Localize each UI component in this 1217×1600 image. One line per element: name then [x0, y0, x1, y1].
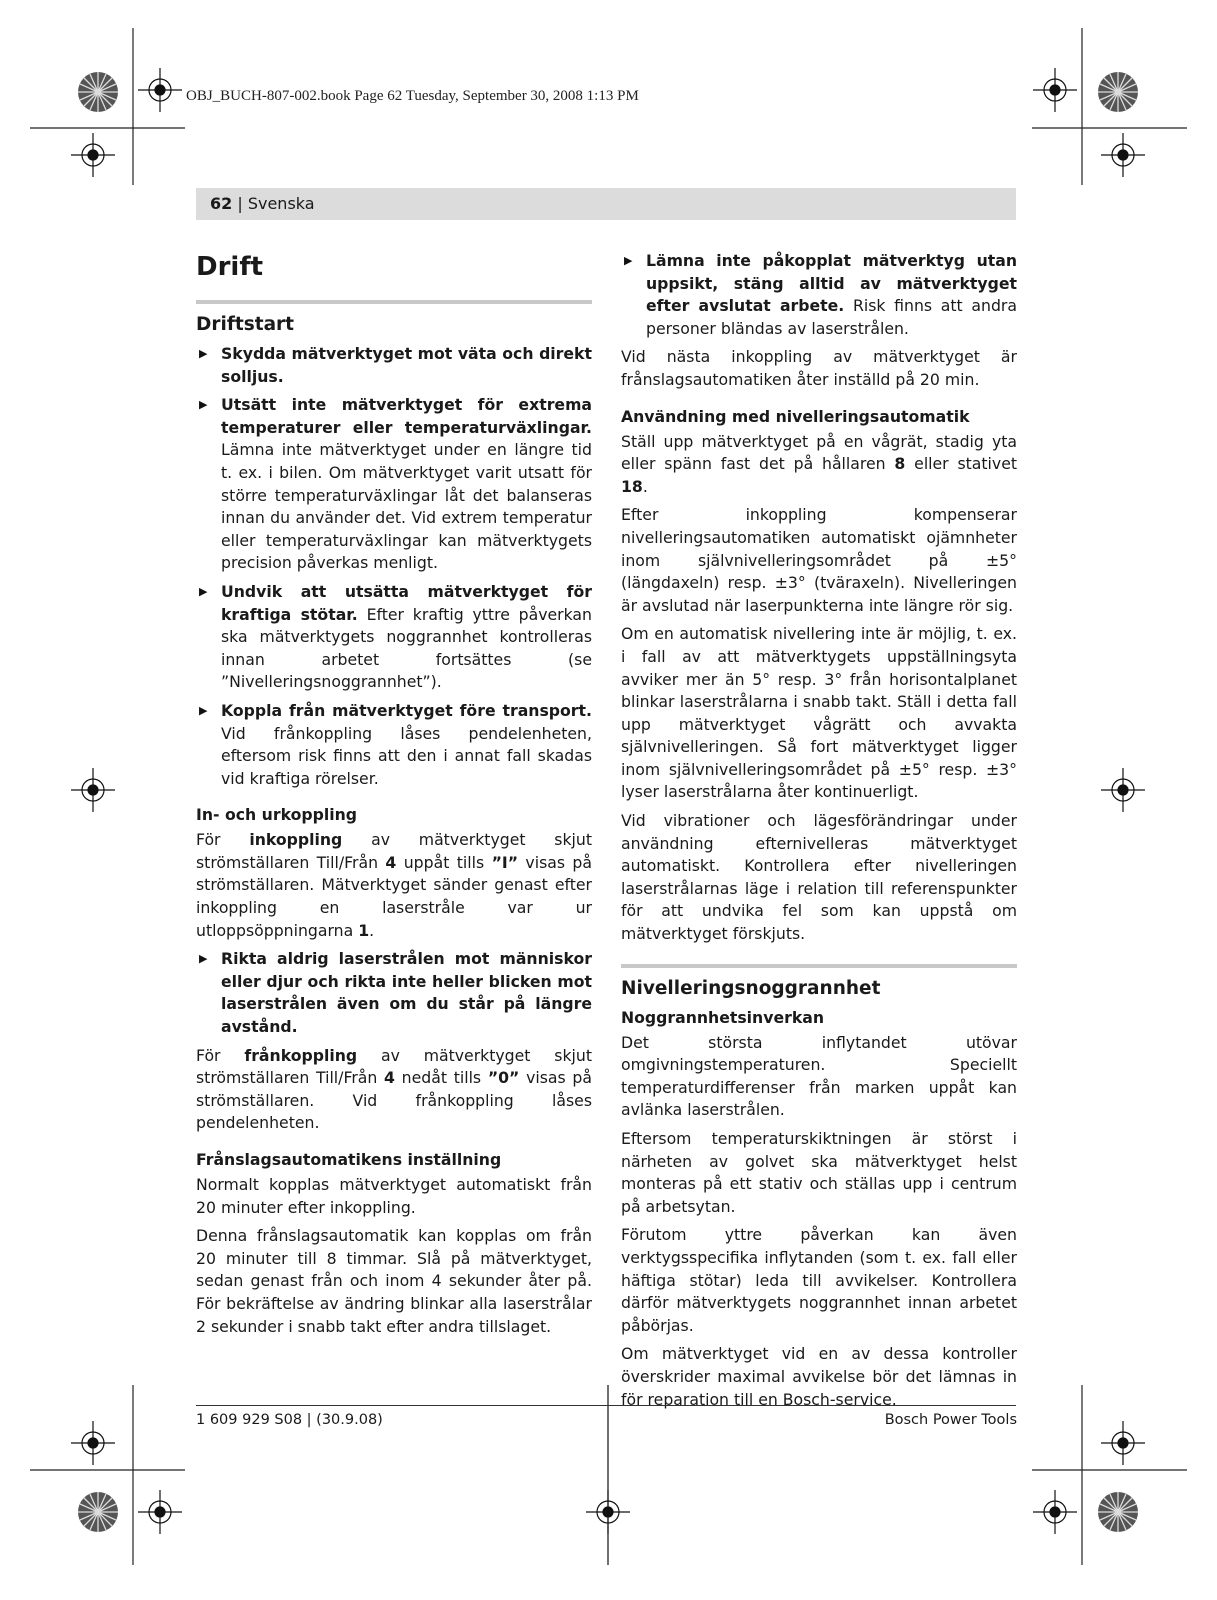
text: visas på strömställaren. Mätverktyget sänder genast efter inkoppling en laserstråle var ur utloppsöppningarna — [196, 852, 592, 940]
paragraph: Om mätverktyget vid en av dessa kontroller överskrider maximal avvikelse bör det lämnas in för reparation till en Bosch-service. — [621, 1344, 1017, 1409]
text: av mätverktyget skjut strömställaren Till/Från — [196, 1045, 592, 1088]
bullet-item — [196, 948, 592, 1038]
text: För — [196, 830, 250, 850]
subheading-in-och-urkoppling: In- och urkoppling — [196, 805, 357, 825]
bullet-bold-text: Rikta aldrig laserstrålen mot människor eller djur och rikta inte heller blicken mot laserstrålen även om du står på längre avstånd. — [221, 949, 592, 1037]
header-language: Svenska — [247, 194, 315, 213]
subheading-franslagsautomatik: Frånslagsautomatikens inställning — [196, 1150, 502, 1169]
page-title: Drift — [196, 252, 264, 282]
bold-text: ”I” — [491, 852, 519, 872]
bullet-bold-text: Utsätt inte mätverktyget för extrema temperaturer eller temperaturväxlingar. — [221, 395, 592, 437]
left-column — [196, 250, 592, 1344]
bullet-text: Risk finns att andra personer bländas av laserstrålen. — [646, 296, 1017, 338]
paragraph: Eftersom temperaturskiktningen är störst i närheten av golvet ska mätverktyget helst monteras på ett stativ och ställas upp i centrum på arbetsytan. — [621, 1129, 1017, 1216]
bullet-item — [196, 343, 592, 388]
bullet-item — [196, 394, 592, 575]
bold-text: 4 — [384, 1068, 395, 1088]
text: av mätverktyget skjut strömställaren Till/Från — [196, 830, 593, 872]
text: nedåt tills — [394, 1068, 488, 1088]
subheading-noggrannhetsinverkan: Noggrannhetsinverkan — [621, 1007, 825, 1027]
footer-brand: Bosch Power Tools — [884, 1412, 1017, 1428]
page-number: 62 — [210, 194, 233, 213]
bullet-item — [196, 581, 592, 694]
paragraph: Vid vibrationer och lägesförändringar under användning efternivelleras mätverktyget automatiskt. Kontrollera efter nivelleringen laserstrålarnas läge i relation till referenspunkter för att undvika fel som kan uppstå om mätverktyget förskjuts. — [621, 811, 1017, 944]
bullet-bold-text: Undvik att utsätta mätverktyget för kraftiga stötar. — [221, 581, 592, 624]
bold-text: frånkoppling — [244, 1045, 358, 1065]
bullet-triangle-icon: ▶ — [624, 254, 633, 267]
paragraph: Vid nästa inkoppling av mätverktyget är frånslagsautomatiken åter inställd på 20 min. — [621, 347, 1017, 389]
bullet-bold-text: Skydda mätverktyget mot väta och direkt solljus. — [221, 344, 592, 386]
paragraph: Normalt kopplas mätverktyget automatiskt från 20 minuter efter inkoppling. — [196, 1175, 592, 1217]
bullet-text: Lämna inte mätverktyget under en längre tid t. ex. i bilen. Om mätverktyget varit utsatt för större temperaturväxlingar låt det balanseras innan du använder det. Vid extrem temperatur eller temperaturväxlingar kan mätverktygets precision påverkas menligt. — [221, 440, 592, 573]
bullet-triangle-icon: ▶ — [199, 952, 208, 966]
subheading-nivelleringsautomatik: Användning med nivelleringsautomatik — [621, 406, 970, 426]
page-header — [210, 194, 315, 213]
text: . — [642, 476, 648, 496]
bullet-item — [621, 250, 1017, 340]
bold-text: 8 — [894, 454, 906, 474]
bullet-triangle-icon: ▶ — [199, 584, 208, 598]
bullet-bold-text: Lämna inte påkopplat mätverktyg utan uppsikt, stäng alltid av mätverktyget efter avslutat arbete. — [646, 251, 1017, 316]
bold-text: ”0” — [487, 1068, 520, 1088]
paragraph — [621, 431, 1017, 499]
paragraph: Förutom yttre påverkan kan även verktygsspecifika inflytanden (som t. ex. fall eller häftiga stötar) leda till avvikelser. Kontrollera därför mätverktygets noggrannhet innan arbetet påbörjas. — [621, 1225, 1017, 1335]
bullet-text: Efter kraftig yttre påverkan ska mätverktygets noggrannhet kontrolleras innan arbetet fortsättes (se ”Nivelleringsnoggrannhet”). — [221, 604, 592, 692]
text: uppåt tills — [396, 852, 492, 872]
bold-text: inkoppling — [249, 830, 343, 850]
bold-text: 4 — [385, 852, 397, 872]
bold-text: 18 — [621, 476, 643, 496]
bullet-triangle-icon: ▶ — [199, 398, 208, 412]
text: Ställ upp mätverktyget på en vågrät, stadig yta eller spänn fast det på hållaren — [621, 431, 1017, 474]
text: . — [369, 920, 375, 940]
bullet-triangle-icon: ▶ — [199, 703, 208, 717]
text: visas på strömställaren. Vid frånkoppling låses pendelenheten. — [196, 1068, 592, 1133]
paragraph-frankoppling — [196, 1045, 592, 1135]
bullet-bold-text: Koppla från mätverktyget före transport. — [221, 700, 592, 720]
right-column — [621, 250, 1017, 1417]
bold-text: 1 — [358, 920, 370, 940]
text: eller stativet — [905, 454, 1017, 474]
paragraph: Det största inflytandet utövar omgivningstemperaturen. Speciellt temperaturdifferenser från marken uppåt kan avlänka laserstrålen. — [621, 1032, 1017, 1120]
paragraph: Om en automatisk nivellering inte är möjlig, t. ex. i fall av att mätverktygets uppställningsyta avviker mer än 5° resp. 3° från horisontalplanet blinkar laserstrålarna i snabb takt. Ställ i detta fall upp mätverktyget vågrätt och avvakta självnivelleringen. Så fort mätverktyget ligger inom självnivelleringsområdet på ±5° resp. ±3° lyser laserstrålarna åter kontinuerligt. — [621, 624, 1017, 802]
bullet-text: Vid frånkoppling låses pendelenheten, eftersom risk finns att den i annat fall skadas vid kraftiga rörelser. — [221, 723, 592, 788]
section-heading-nivelleringsnoggrannhet: Nivelleringsnoggrannhet — [621, 964, 1017, 1001]
section-heading-driftstart: Driftstart — [196, 300, 592, 337]
footer-divider — [196, 1405, 1016, 1406]
header-separator: | — [232, 194, 248, 213]
bullet-item — [196, 700, 592, 790]
footer-document-number: 1 609 929 S08 | (30.9.08) — [196, 1412, 383, 1428]
paragraph: Efter inkoppling kompenserar nivelleringsautomatiken automatiskt ojämnheter inom självnivelleringsområdet på ±5° (längdaxeln) resp. ±3° (tväraxeln). Nivelleringen är avslutad när laserpunkterna inte längre rör sig. — [621, 505, 1017, 615]
paragraph-inkoppling — [196, 829, 592, 942]
bullet-triangle-icon: ▶ — [199, 347, 208, 360]
paragraph: Denna frånslagsautomatik kan kopplas om från 20 minuter till 8 timmar. Slå på mätverktyget, sedan genast från och inom 4 sekunder åter på. För bekräftelse av ändring blinkar alla laserstrålar 2 sekunder i snabb takt efter andra tillslaget. — [196, 1226, 592, 1336]
print-info-line: OBJ_BUCH-807-002.book Page 62 Tuesday, September 30, 2008 1:13 PM — [186, 88, 639, 104]
page-header-bar — [196, 188, 1016, 220]
text: För — [196, 1045, 245, 1065]
